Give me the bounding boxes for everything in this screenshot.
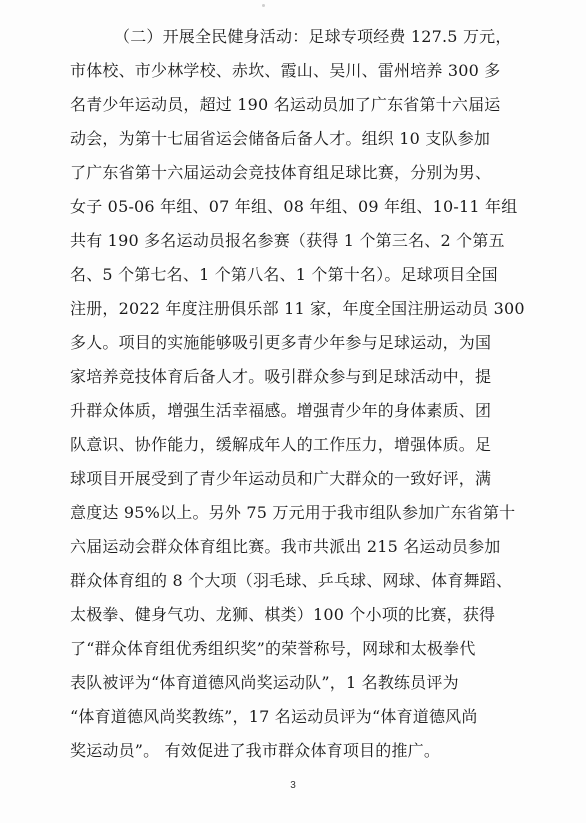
text-line: （二）开展全民健身活动：足球专项经费 127.5 万元， <box>114 27 512 46</box>
text-line: 群众体育组的 8 个大项（羽毛球、乒乓球、网球、体育舞蹈、 <box>70 571 513 590</box>
scan-speck <box>262 4 265 7</box>
text-line: 女子 05-06 年组、07 年组、08 年组、09 年组、10-11 年组 <box>70 197 518 216</box>
text-line: 六届运动会群众体育组比赛。我市共派出 215 名运动员参加 <box>70 537 501 556</box>
text-line: 奖运动员”。 有效促进了我市群众体育项目的推广。 <box>70 741 441 760</box>
text-line: 了“群众体育组优秀组织奖”的荣誉称号，网球和太极拳代 <box>70 639 476 658</box>
text-line: 太极拳、健身气功、龙狮、棋类）100 个小项的比赛，获得 <box>70 605 496 624</box>
text-line: 动会，为第十七届省运会储备后备人才。组织 10 支队参加 <box>70 129 491 148</box>
text-line: 家培养竞技体育后备人才。吸引群众参与到足球活动中，提 <box>70 367 492 386</box>
text-line: “体育道德风尚奖教练”，17 名运动员评为“体育道德风尚 <box>70 707 478 726</box>
text-line: 表队被评为“体育道德风尚奖运动队”，1 名教练员评为 <box>70 673 459 692</box>
text-line: 名青少年运动员，超过 190 名运动员加了广东省第十六届运 <box>70 95 501 114</box>
text-line: 升群众体质，增强生活幸福感。增强青少年的身体素质、团 <box>70 401 492 420</box>
text-line: 意度达 95%以上。另外 75 万元用于我市组队参加广东省第十 <box>70 503 516 522</box>
page-number: 3 <box>290 780 296 791</box>
text-line: 名、5 个第七名、1 个第八名、1 个第十名）。足球项目全国 <box>70 265 498 284</box>
text-line: 注册，2022 年度注册俱乐部 11 家，年度全国注册运动员 300 <box>70 299 525 318</box>
body-paragraph <box>70 20 540 768</box>
text-line: 共有 190 多名运动员报名参赛（获得 1 个第三名、2 个第五 <box>70 231 505 250</box>
text-line: 多人。项目的实施能够吸引更多青少年参与足球运动，为国 <box>70 333 492 352</box>
text-line: 球项目开展受到了青少年运动员和广大群众的一致好评，满 <box>70 469 492 488</box>
text-line: 市体校、市少林学校、赤坎、霞山、吴川、雷州培养 300 多 <box>70 61 501 80</box>
text-line: 了广东省第十六届运动会竞技体育组足球比赛，分别为男、 <box>70 163 492 182</box>
text-line: 队意识、协作能力，缓解成年人的工作压力，增强体质。足 <box>70 435 492 454</box>
